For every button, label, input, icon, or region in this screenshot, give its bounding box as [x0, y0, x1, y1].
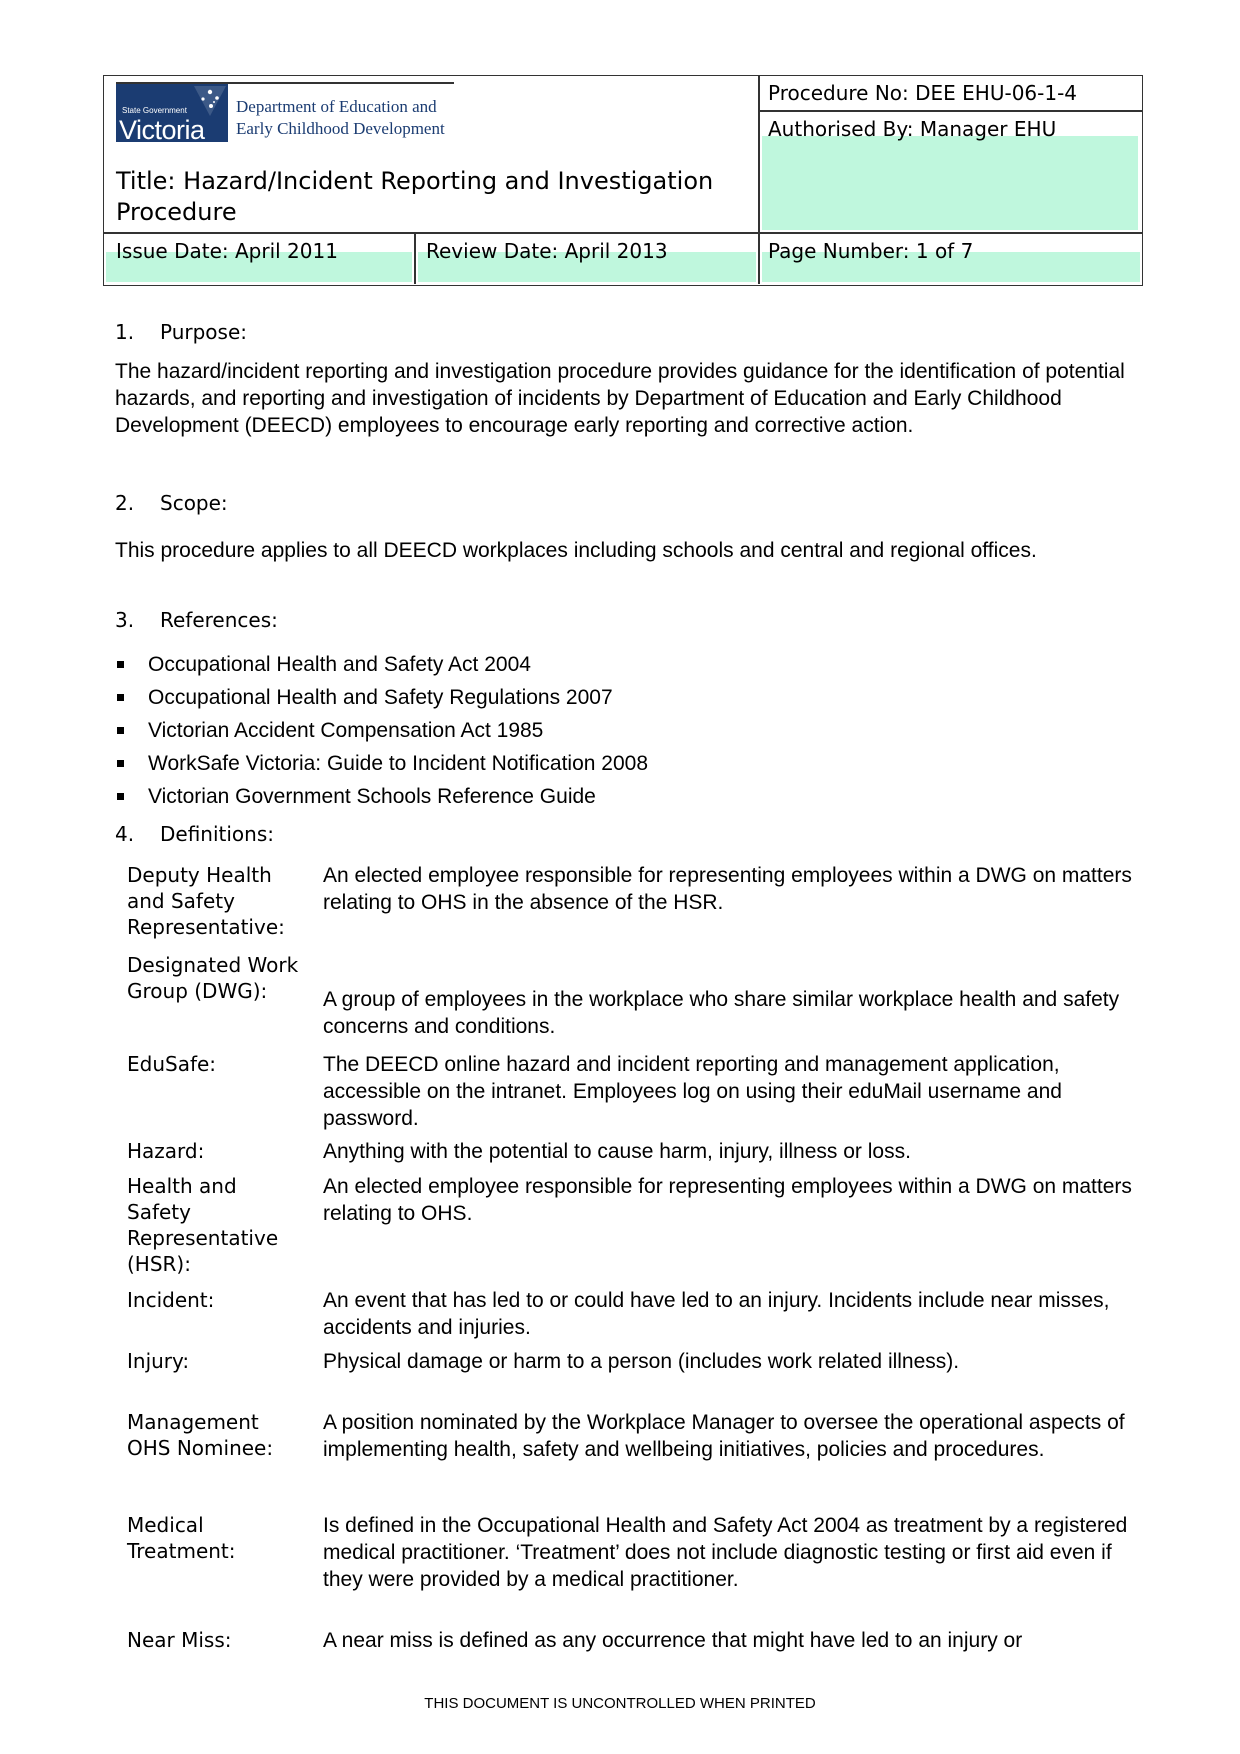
issue-date: Issue Date: April 2011	[116, 239, 338, 263]
definition-term: Hazard:	[127, 1139, 205, 1163]
definition-text: The DEECD online hazard and incident reporting and management application, accessible on the intranet. Employees log on using their eduMail username and password.	[323, 1053, 1062, 1130]
page-number: Page Number: 1 of 7	[768, 239, 974, 263]
definition-term: Management OHS Nominee:	[127, 1410, 274, 1460]
definition-term: Deputy Health and Safety Representative:	[127, 863, 285, 939]
bullet-icon	[117, 793, 124, 800]
section-heading-definitions: 4. Definitions:	[115, 822, 275, 846]
list-item: Victorian Accident Compensation Act 1985	[115, 714, 648, 747]
footer-uncontrolled-notice: THIS DOCUMENT IS UNCONTROLLED WHEN PRINTED	[424, 1695, 816, 1712]
section-heading-scope: 2. Scope:	[115, 491, 228, 515]
logo-state-government: State Government	[122, 106, 187, 115]
purpose-text: The hazard/incident reporting and investigation procedure provides guidance for the identification of potential hazards, and reporting and investigation of incidents by Department of Education and Early Childhood Development (DEECD) employees to encourage early reporting and corrective action.	[115, 360, 1125, 437]
document-title: Title: Hazard/Incident Reporting and Investigation Procedure	[116, 167, 714, 226]
list-item: WorkSafe Victoria: Guide to Incident Notification 2008	[115, 747, 648, 780]
definition-text: A group of employees in the workplace who share similar workplace health and safety concerns and conditions.	[323, 988, 1120, 1038]
definition-term: EduSafe:	[127, 1052, 217, 1076]
definition-text: An elected employee responsible for representing employees within a DWG on matters relating to OHS.	[323, 1175, 1132, 1225]
definition-text: An elected employee responsible for representing employees within a DWG on matters relating to OHS in the absence of the HSR.	[323, 864, 1132, 914]
list-item: Occupational Health and Safety Act 2004	[115, 648, 648, 681]
bullet-icon	[117, 661, 124, 668]
header-divider-bottom-row	[104, 232, 1142, 234]
scope-text: This procedure applies to all DEECD workplaces including schools and central and regional offices.	[115, 539, 1037, 562]
logo-department-line2: Early Childhood Development	[236, 119, 445, 138]
southern-cross-icon	[194, 86, 226, 116]
section-heading-references: 3. References:	[115, 608, 278, 632]
document-header-table	[103, 75, 1143, 286]
definition-term: Injury:	[127, 1349, 190, 1373]
header-divider-issue-review	[414, 232, 416, 284]
authorised-highlight	[762, 136, 1138, 230]
bullet-icon	[117, 727, 124, 734]
section-heading-purpose: 1. Purpose:	[115, 320, 248, 344]
list-item: Victorian Government Schools Reference Guide	[115, 780, 648, 813]
definition-text: Is defined in the Occupational Health and Safety Act 2004 as treatment by a registered medical practitioner. ‘Treatment’ does not include diagnostic testing or first aid even if they were provided by a medical practitioner.	[323, 1514, 1128, 1591]
logo-department-line1: Department of Education and	[236, 97, 437, 116]
review-date: Review Date: April 2013	[426, 239, 668, 263]
definition-text: Physical damage or harm to a person (includes work related illness).	[323, 1350, 960, 1373]
definition-term: Medical Treatment:	[127, 1513, 236, 1563]
definition-text: Anything with the potential to cause harm, injury, illness or loss.	[323, 1140, 911, 1163]
bullet-icon	[117, 760, 124, 767]
victoria-logo	[116, 84, 228, 145]
definition-term: Incident:	[127, 1288, 215, 1312]
authorised-by: Authorised By: Manager EHU	[768, 117, 1057, 141]
procedure-number: Procedure No: DEE EHU-06-1-4	[768, 81, 1078, 105]
definition-text: A near miss is defined as any occurrence that might have led to an injury or	[323, 1629, 1023, 1652]
definition-term: Designated Work Group (DWG):	[127, 953, 299, 1003]
definition-term: Near Miss:	[127, 1628, 232, 1652]
references-list	[115, 648, 648, 813]
definition-text: A position nominated by the Workplace Manager to oversee the operational aspects of implementing health, safety and wellbeing initiatives, policies and procedures.	[323, 1411, 1125, 1461]
logo-department-name	[236, 96, 445, 140]
definition-text: An event that has led to or could have led to an injury. Incidents include near misses, accidents and injuries.	[323, 1289, 1110, 1339]
list-item: Occupational Health and Safety Regulations 2007	[115, 681, 648, 714]
bullet-icon	[117, 694, 124, 701]
definition-term: Health and Safety Representative (HSR):	[127, 1174, 279, 1276]
logo-victoria: Victoria	[119, 115, 205, 145]
header-divider-procedure	[758, 110, 1142, 112]
